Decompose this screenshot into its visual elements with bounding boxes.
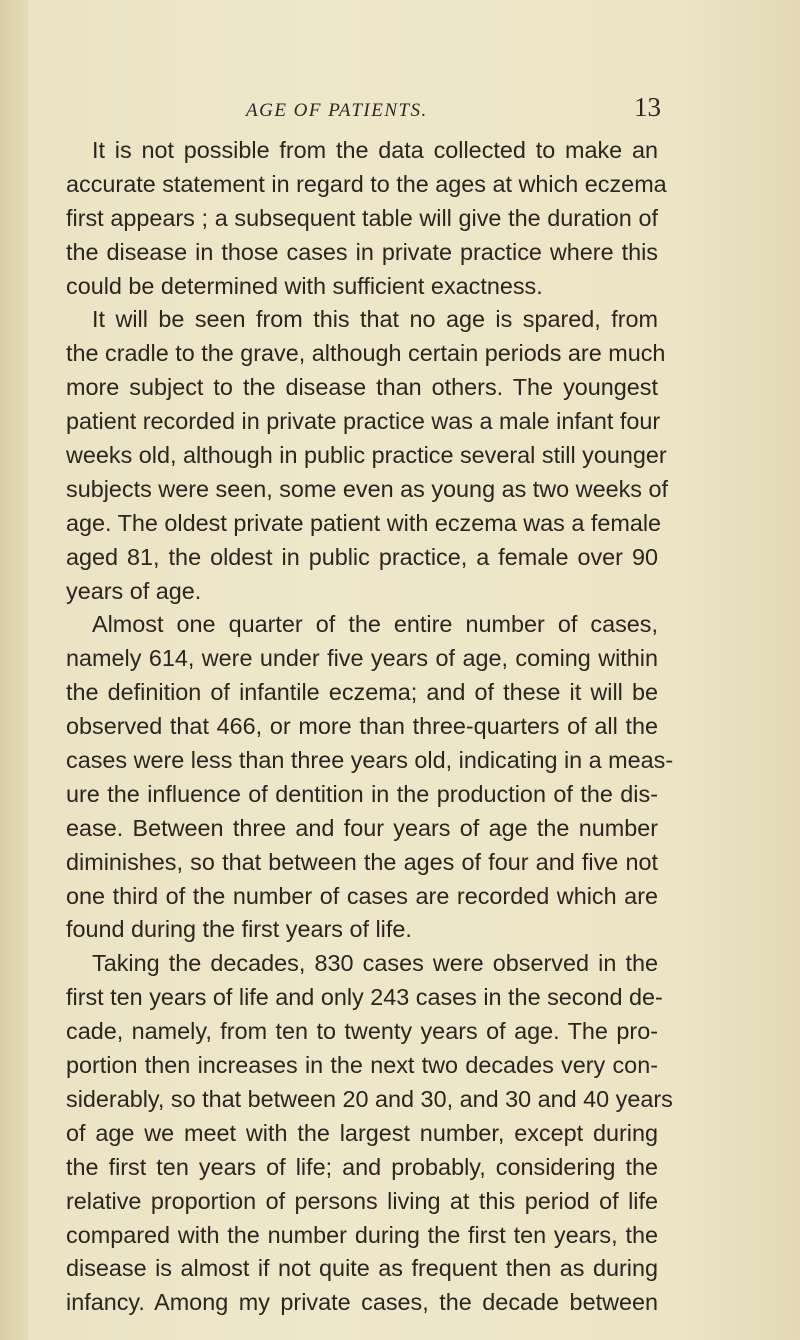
text-line: the disease in those cases in private practice where this <box>66 238 658 265</box>
text-line: portion then increases in the next two decades very con- <box>66 1052 658 1079</box>
text-line: the definition of infantile eczema; and of these it will be <box>66 679 658 706</box>
text-line: aged 81, the oldest in public practice, a female over 90 <box>66 543 658 570</box>
text-line: Almost one quarter of the entire number of cases, <box>92 611 658 638</box>
text-line: relative proportion of persons living at this period of life <box>66 1187 658 1214</box>
text-line: first appears ; a subsequent table will give the duration of <box>66 204 658 231</box>
text-line: ure the influence of dentition in the production of the dis- <box>66 780 658 807</box>
text-line: years of age. <box>66 577 202 604</box>
text-line: patient recorded in private practice was a male infant four <box>66 408 661 435</box>
text-line: namely 614, were under five years of age, coming within <box>66 645 658 672</box>
text-line: cade, namely, from ten to twenty years of age. The pro- <box>66 1018 658 1045</box>
text-line: of age we meet with the largest number, except during <box>66 1119 658 1146</box>
text-line: more subject to the disease than others. The youngest <box>66 374 658 401</box>
text-line: infancy. Among my private cases, the decade between <box>66 1289 658 1316</box>
page-gutter <box>0 0 28 1340</box>
running-head <box>0 92 800 128</box>
text-line: weeks old, although in public practice several still younger <box>66 442 667 469</box>
body-text <box>66 134 674 1320</box>
text-line: ease. Between three and four years of age the number <box>66 814 658 841</box>
text-line: siderably, so that between 20 and 30, and 30 and 40 years <box>66 1085 673 1112</box>
text-line: one third of the number of cases are recorded which are <box>66 882 658 909</box>
page-number: 13 <box>634 92 661 122</box>
text-line: observed that 466, or more than three-quarters of all the <box>66 713 658 740</box>
text-line: could be determined with sufficient exactness. <box>66 272 543 299</box>
text-line: Taking the decades, 830 cases were observed in the <box>92 950 658 977</box>
text-line: subjects were seen, some even as young as two weeks of <box>66 475 668 502</box>
running-title: AGE OF PATIENTS. <box>246 100 428 121</box>
text-line: diminishes, so that between the ages of four and five not <box>66 848 658 875</box>
text-line: the first ten years of life; and probably, considering the <box>66 1153 658 1180</box>
text-line: It is not possible from the data collected to make an <box>92 137 658 163</box>
text-line: age. The oldest private patient with eczema was a female <box>66 509 662 536</box>
text-line: cases were less than three years old, indicating in a meas- <box>66 747 674 774</box>
text-line: the cradle to the grave, although certain periods are much <box>66 340 666 367</box>
text-line: found during the first years of life. <box>66 916 412 943</box>
text-line: disease is almost if not quite as frequent then as during <box>66 1255 658 1282</box>
text-line: first ten years of life and only 243 cases in the second de- <box>66 984 663 1011</box>
text-line: It will be seen from this that no age is spared, from <box>92 306 658 333</box>
text-line: compared with the number during the first ten years, the <box>66 1221 658 1248</box>
text-line: accurate statement in regard to the ages at which eczema <box>66 170 667 197</box>
